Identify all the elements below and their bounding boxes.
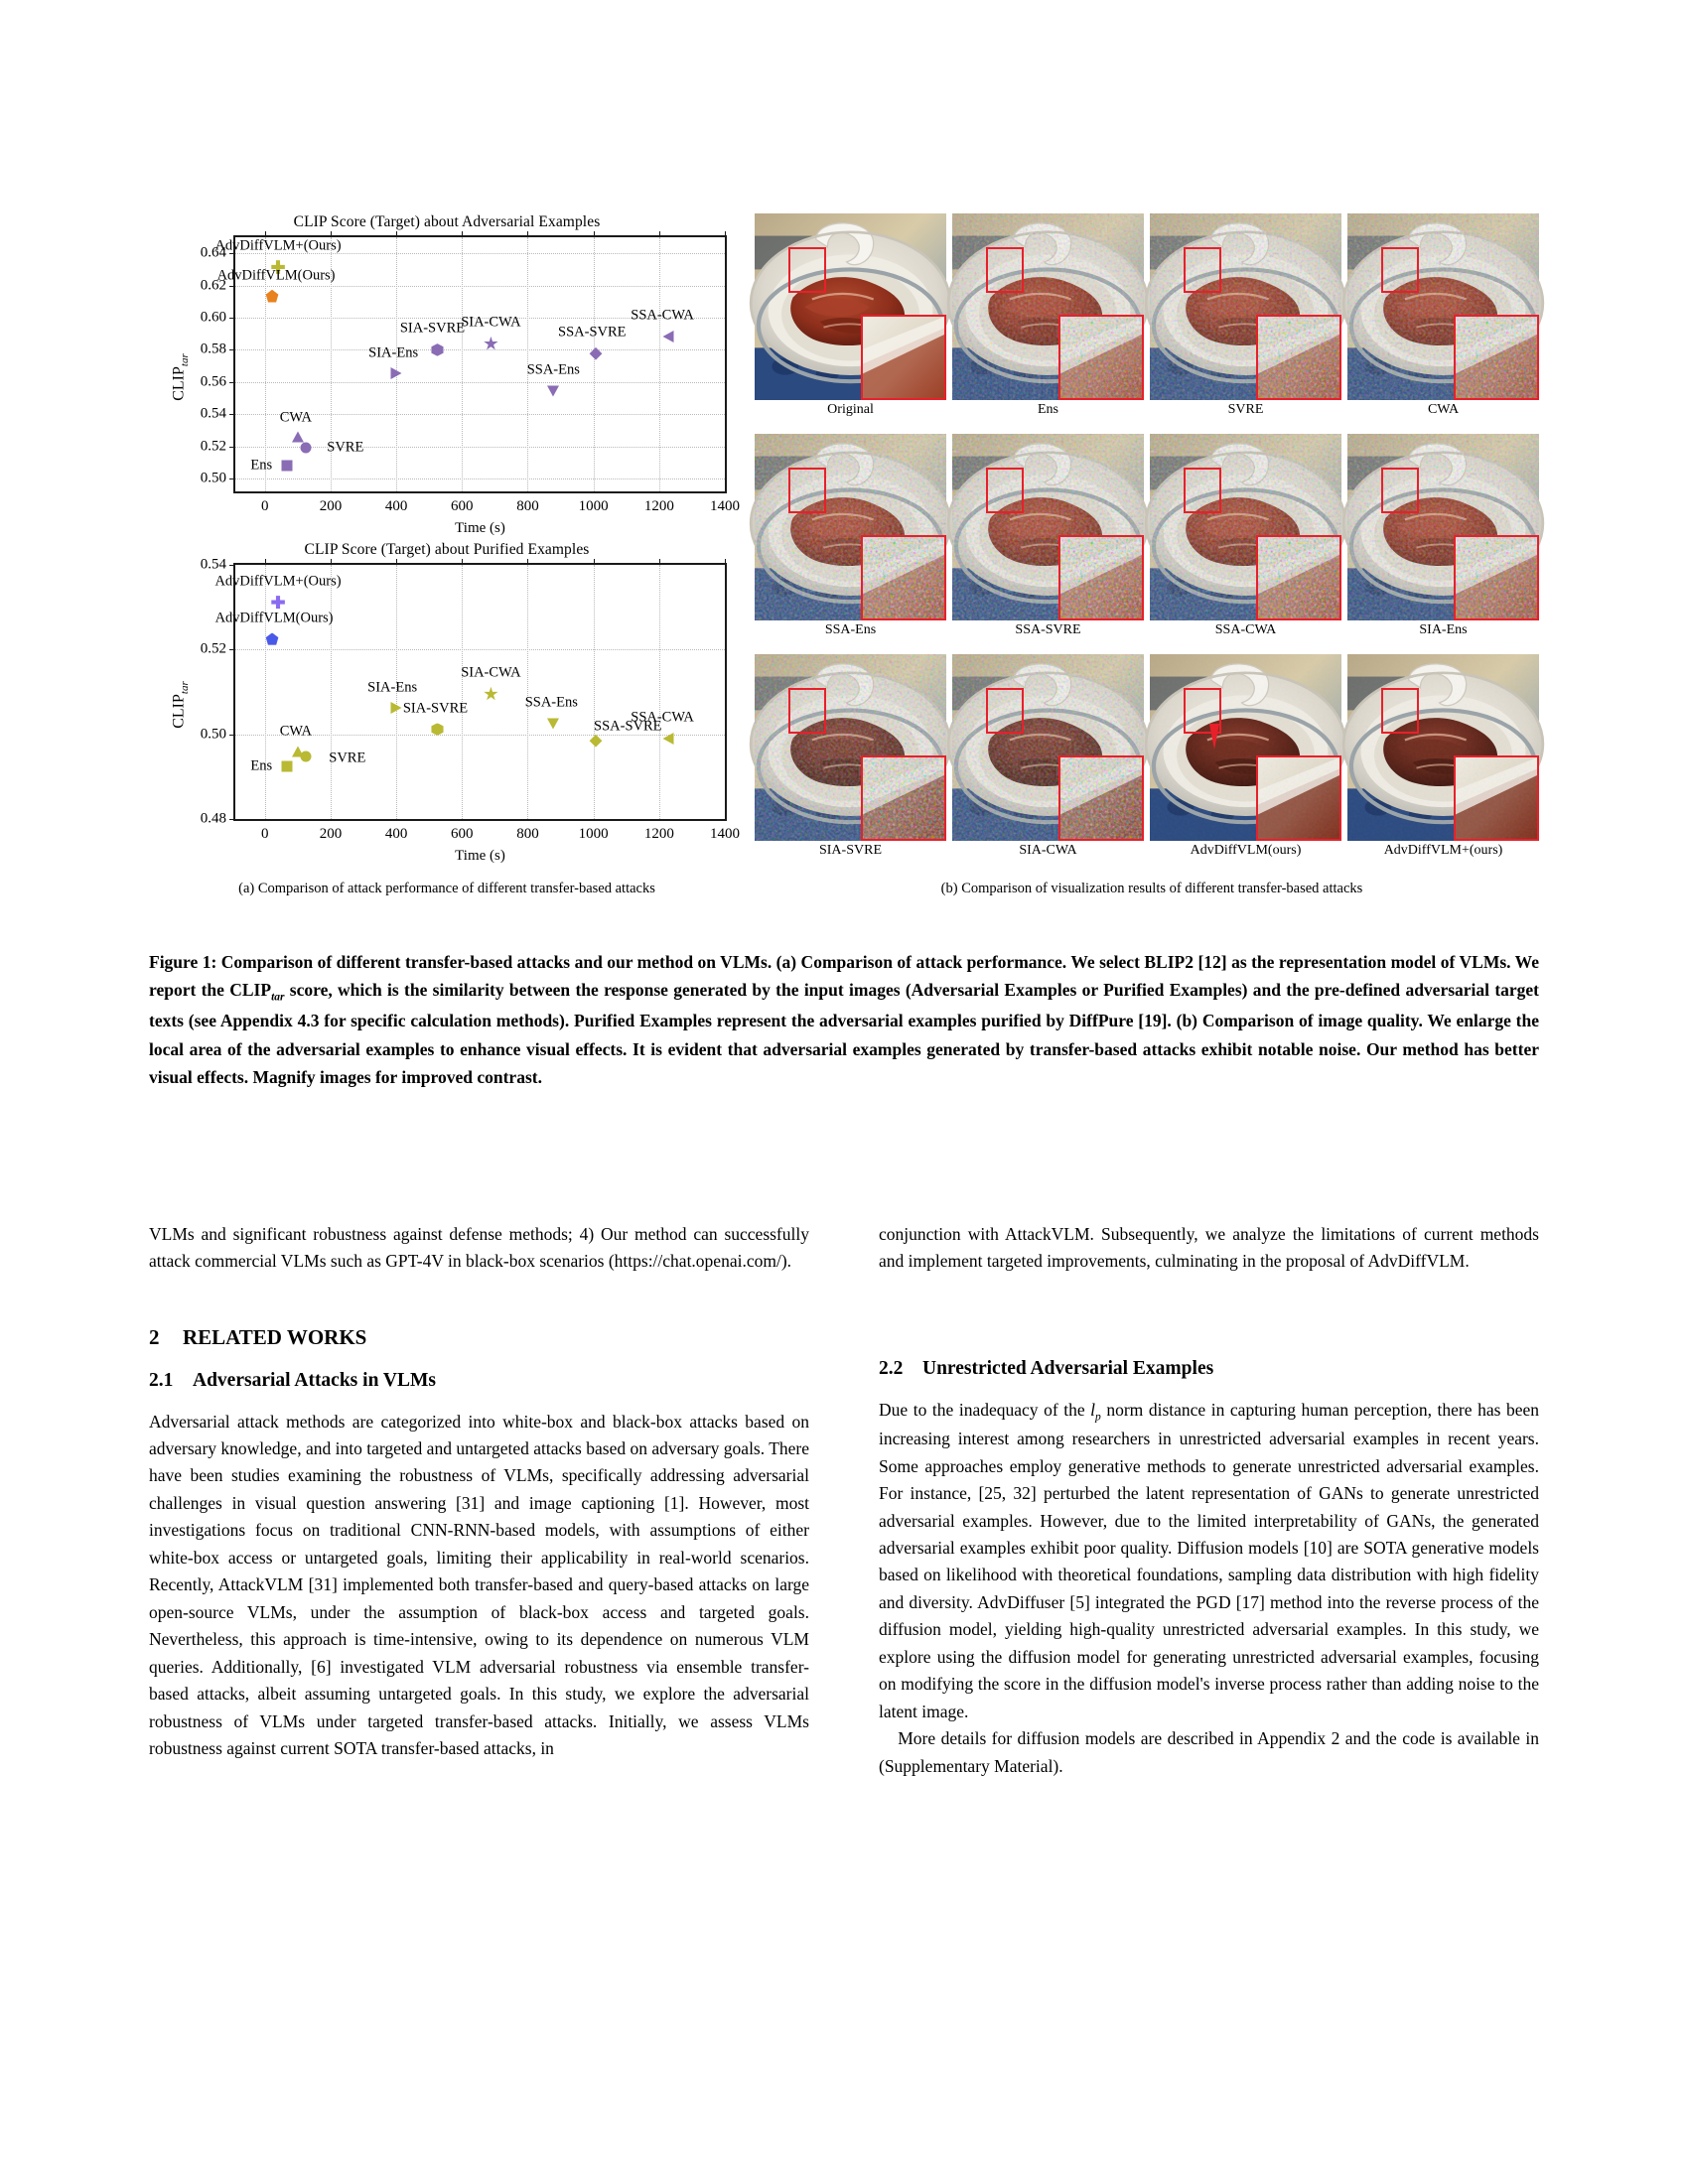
image-grid-row: [755, 213, 1539, 432]
data-point-label: Ens: [250, 457, 273, 474]
image-grid-cell: [1347, 654, 1539, 858]
region-of-interest-box: [986, 688, 1024, 734]
data-point-marker-down: [547, 719, 559, 730]
image-grid-cell: [1150, 213, 1341, 417]
figure-caption-label: Figure 1:: [149, 952, 217, 972]
image-grid-label: Ens: [1038, 402, 1058, 417]
magnified-inset: [861, 315, 946, 400]
figure-1b-image-grid: [755, 213, 1539, 869]
region-of-interest-box: [788, 468, 826, 513]
paragraph-right-continued: conjunction with AttackVLM. Subsequently, we analyze the limitations of current methods and implement targeted improvements, culminating in the proposal of AdvDiffVLM.: [879, 1224, 1539, 1272]
magnified-inset: [861, 535, 946, 620]
data-point-label: AdvDiffVLM(Ours): [214, 610, 334, 626]
data-point-marker-pentagon: [266, 290, 279, 303]
data-point-label: SIA-CWA: [461, 314, 521, 331]
data-point-marker-diamond: [590, 735, 602, 747]
data-point-marker-left: [663, 733, 674, 745]
x-tick-label: 400: [384, 826, 408, 842]
x-axis-label: Time (s): [455, 520, 505, 536]
x-tick-mark: [527, 559, 528, 565]
data-point-marker-down: [547, 385, 559, 396]
x-tick-mark: [527, 231, 528, 237]
magnified-inset: [1256, 535, 1341, 620]
y-tick-label: 0.50: [200, 726, 226, 743]
magnified-inset: [1058, 755, 1144, 841]
magnified-inset: [1454, 755, 1539, 841]
x-tick-label: 600: [451, 826, 474, 842]
chart-title: CLIP Score (Target) about Adversarial Examples: [293, 213, 601, 230]
gridline-vertical: [527, 565, 528, 819]
y-tick-label: 0.52: [200, 438, 226, 455]
data-point-label: SIA-SVRE: [399, 320, 466, 337]
magnified-inset: [1256, 315, 1341, 400]
x-tick-label: 1200: [643, 498, 674, 514]
x-axis-label: Time (s): [455, 848, 505, 864]
x-tick-mark: [331, 231, 332, 237]
region-of-interest-box: [1381, 688, 1419, 734]
heading-unrestricted-adversarial-examples: [879, 1354, 1539, 1385]
y-axis-label: $CLIP_{tar}$: [170, 681, 191, 729]
data-point-marker-left: [663, 331, 674, 342]
image-grid-label: SSA-Ens: [824, 622, 877, 637]
data-point-marker-right: [391, 702, 402, 714]
y-tick-label: 0.58: [200, 341, 226, 357]
y-tick-label: 0.48: [200, 810, 226, 827]
image-grid-label: AdvDiffVLM+(ours): [1383, 843, 1503, 858]
x-tick-label: 0: [261, 498, 269, 514]
body-column-right: [879, 1221, 1539, 1780]
gridline-vertical: [396, 237, 397, 491]
heading-number: 2: [149, 1324, 160, 1349]
x-tick-label: 1000: [578, 498, 609, 514]
heading-text: Unrestricted Adversarial Examples: [922, 1357, 1214, 1379]
chart-adversarial-examples: [149, 213, 745, 541]
image-grid-cell: [1150, 434, 1341, 637]
data-point-label: AdvDiffVLM+(Ours): [214, 573, 342, 590]
data-point-marker-star: [484, 687, 498, 702]
x-tick-label: 200: [319, 498, 343, 514]
magnified-inset: [1256, 755, 1341, 841]
figure-1a-charts: [149, 213, 745, 908]
heading-text: RELATED WORKS: [183, 1324, 367, 1349]
chart-purified-examples: [149, 541, 745, 869]
region-of-interest-box: [1381, 247, 1419, 293]
subcaption-a: (a) Comparison of attack performance of different transfer-based attacks: [238, 881, 655, 896]
x-tick-mark: [659, 231, 660, 237]
x-tick-label: 800: [516, 498, 539, 514]
image-grid-label: SIA-Ens: [1419, 622, 1468, 637]
gridline-vertical: [265, 565, 266, 819]
figure-caption-subscript: tar: [271, 991, 285, 1004]
figure-1: [149, 213, 1539, 908]
region-of-interest-box: [1381, 468, 1419, 513]
image-grid-label: SSA-SVRE: [1015, 622, 1081, 637]
image-grid-cell: [1347, 434, 1539, 637]
x-tick-label: 800: [516, 826, 539, 842]
x-tick-mark: [396, 231, 397, 237]
data-point-label: SIA-Ens: [367, 679, 418, 696]
data-point-marker-square: [282, 760, 293, 771]
image-grid-cell: [952, 434, 1144, 637]
magnified-inset: [1454, 535, 1539, 620]
plot-area: [200, 235, 740, 514]
heading-related-works: [149, 1321, 809, 1354]
paragraph-left-continued: VLMs and significant robustness against defense methods; 4) Our method can successfully attack commercial VLMs such as GPT-4V in black-box scenarios (https://chat.openai.com/).: [149, 1224, 809, 1272]
data-point-label: AdvDiffVLM(Ours): [216, 267, 336, 284]
figure-caption-part1: Comparison of different transfer-based attacks and our method on VLMs. (a) Comparison of attack performance. We select BLIP2 [12] as the representation model of VLMs. We report the CLIP: [149, 952, 1539, 1001]
gridline-vertical: [462, 237, 463, 491]
image-grid-label: SIA-SVRE: [818, 843, 882, 858]
gridline-horizontal: [235, 649, 725, 650]
region-of-interest-box: [1184, 247, 1221, 293]
image-grid-label: AdvDiffVLM(ours): [1190, 843, 1302, 858]
data-point-label: SIA-CWA: [461, 664, 521, 681]
gridline-vertical: [659, 565, 660, 819]
magnified-inset: [1454, 315, 1539, 400]
gridline-horizontal: [235, 349, 725, 350]
data-point-label: SIA-Ens: [368, 344, 419, 361]
data-point-marker-pentagon: [266, 632, 279, 645]
y-tick-label: 0.52: [200, 640, 226, 657]
y-tick-label: 0.62: [200, 277, 226, 294]
data-point-marker-hexagon: [431, 343, 443, 356]
region-of-interest-box: [986, 247, 1024, 293]
gridline-vertical: [594, 237, 595, 491]
data-point-label: SSA-Ens: [524, 694, 578, 711]
y-tick-label: 0.54: [200, 556, 226, 573]
data-point-marker-square: [282, 461, 293, 472]
x-tick-mark: [594, 559, 595, 565]
gridline-horizontal: [235, 286, 725, 287]
y-tick-label: 0.50: [200, 470, 226, 486]
chart-title: CLIP Score (Target) about Purified Examples: [304, 541, 590, 558]
x-tick-mark: [265, 559, 266, 565]
data-point-marker-right: [391, 367, 402, 379]
data-point-label: SVRE: [327, 439, 364, 456]
gridline-vertical: [659, 237, 660, 491]
gridline-horizontal: [235, 478, 725, 479]
data-point-label: CWA: [279, 409, 312, 426]
y-tick-label: 0.54: [200, 405, 226, 422]
image-grid-label: Original: [827, 402, 874, 417]
image-grid-label: SSA-CWA: [1214, 622, 1277, 637]
image-grid-cell: [755, 213, 946, 417]
data-point-label: SVRE: [329, 750, 366, 766]
gridline-vertical: [462, 565, 463, 819]
magnified-inset: [861, 755, 946, 841]
paragraph-2-2-more-details: More details for diffusion models are described in Appendix 2 and the code is available in (Supplementary Material).: [879, 1728, 1539, 1776]
body-column-left: [149, 1221, 809, 1763]
region-of-interest-box: [788, 247, 826, 293]
image-grid-label: SIA-CWA: [1019, 843, 1077, 858]
x-tick-mark: [462, 231, 463, 237]
image-grid-row: [755, 654, 1539, 873]
data-point-label: AdvDiffVLM+(Ours): [214, 237, 342, 254]
x-tick-label: 1000: [578, 826, 609, 842]
image-grid-cell: [755, 654, 946, 858]
x-tick-label: 0: [261, 826, 269, 842]
x-tick-label: 1400: [710, 498, 740, 514]
pointer-arrow-icon: [1209, 724, 1219, 750]
x-tick-mark: [462, 559, 463, 565]
figure-caption-part2: score, which is the similarity between the response generated by the input images (Adversarial Examples or Purified Examples) and the pre-defined adversarial target texts (see Appendix 4.3 for specific calculation methods). Purified Examples represent the adversarial examples purified by DiffPure [19]. (b) Comparison of image quality. We enlarge the local area of the adversarial examples to enhance visual effects. It is evident that adversarial examples generated by transfer-based attacks exhibit notable noise. Our method has better visual effects. Magnify images for improved contrast.: [149, 980, 1540, 1088]
data-point-label: SSA-Ens: [526, 361, 580, 378]
data-point-label: SSA-SVRE: [558, 324, 627, 341]
gridline-vertical: [594, 565, 595, 819]
x-tick-mark: [659, 559, 660, 565]
gridline-vertical: [331, 565, 332, 819]
image-grid-cell: [755, 434, 946, 637]
image-grid-cell: [952, 654, 1144, 858]
subcaption-b: (b) Comparison of visualization results of different transfer-based attacks: [940, 881, 1363, 896]
region-of-interest-box: [1184, 468, 1221, 513]
data-point-label: SIA-SVRE: [402, 700, 469, 717]
x-tick-mark: [331, 559, 332, 565]
image-grid-label: SVRE: [1227, 402, 1264, 417]
data-point-label: Ens: [250, 757, 273, 774]
x-tick-mark: [725, 231, 726, 237]
x-tick-mark: [396, 559, 397, 565]
image-grid-cell: [952, 213, 1144, 417]
data-point-label: SSA-CWA: [631, 709, 694, 726]
heading-adversarial-attacks-in-vlms: [149, 1366, 809, 1397]
x-tick-mark: [594, 231, 595, 237]
paragraph-2-2: Due to the inadequacy of the $l_p$ norm distance in capturing human perception, there has been increasing interest among researchers in unrestricted adversarial examples in recent years. Some approaches employ generative methods to generate unrestricted adversarial examples. For instance, [25, 32] perturbed the latent representation of GANs to generate unrestricted adversarial examples. However, due to the limited interpretability of GANs, the generated adversarial examples exhibit poor quality. Diffusion models [10] are SOTA generative models based on likelihood with theoretical foundations, sampling data distribution with high fidelity and diversity. AdvDiffuser [5] integrated the PGD [17] method into the reverse process of the diffusion model, yielding high-quality unrestricted adversarial examples. In this study, we explore using the diffusion model for generating unrestricted adversarial examples, focusing on modifying the score in the diffusion model's inverse process rather than adding noise to the latent image.: [879, 1399, 1539, 1721]
x-tick-label: 400: [384, 498, 408, 514]
x-tick-label: 200: [319, 826, 343, 842]
region-of-interest-box: [788, 688, 826, 734]
gridline-horizontal: [235, 382, 725, 383]
data-point-label: SSA-SVRE: [594, 718, 662, 735]
x-tick-mark: [265, 231, 266, 237]
x-tick-label: 600: [451, 498, 474, 514]
data-point-label: SSA-CWA: [631, 307, 694, 324]
x-tick-mark: [725, 559, 726, 565]
heading-text: Adversarial Attacks in VLMs: [193, 1369, 437, 1391]
heading-number: 2.1: [149, 1369, 174, 1391]
image-grid-cell: [1150, 654, 1341, 858]
image-grid-cell: [1347, 213, 1539, 417]
y-tick-label: 0.56: [200, 373, 226, 390]
x-tick-label: 1400: [710, 826, 740, 842]
region-of-interest-box: [986, 468, 1024, 513]
data-point-marker-circle: [300, 751, 311, 761]
image-grid-row: [755, 434, 1539, 652]
magnified-inset: [1058, 315, 1144, 400]
plot-area: [200, 556, 740, 842]
data-point-marker-triangle: [292, 432, 304, 443]
image-grid-label: CWA: [1427, 402, 1460, 417]
y-tick-label: 0.60: [200, 309, 226, 326]
x-tick-label: 1200: [643, 826, 674, 842]
paragraph-2-1: Adversarial attack methods are categorized into white-box and black-box attacks based on adversary knowledge, and into targeted and untargeted attacks based on adversary goals. There have been studies examining the robustness of VLMs, specifically addressing adversarial challenges in visual question answering [31] and image captioning [1]. However, most investigations focus on traditional CNN-RNN-based models, with assumptions of either white-box access or untargeted goals, limiting their applicability in real-world scenarios. Recently, AttackVLM [31] implemented both transfer-based and query-based attacks on large open-source VLMs, under the assumption of black-box access and targeted goals. Nevertheless, this approach is time-intensive, owing to its dependence on numerous VLM queries. Additionally, [6] investigated VLM adversarial robustness via ensemble transfer-based attacks, albeit assuming untargeted goals. In this study, we explore the adversarial robustness of VLMs under targeted transfer-based attacks. Initially, we assess VLMs robustness against current SOTA transfer-based attacks, in: [149, 1411, 809, 1759]
magnified-inset: [1058, 535, 1144, 620]
y-axis-label: $CLIP_{tar}$: [170, 353, 191, 401]
figure-caption: [149, 948, 1539, 1092]
data-point-label: CWA: [279, 723, 312, 740]
data-point-marker-plus: [271, 596, 285, 610]
data-point-marker-circle: [300, 442, 311, 453]
y-tick-label: 0.64: [200, 244, 226, 261]
heading-number: 2.2: [879, 1357, 904, 1379]
